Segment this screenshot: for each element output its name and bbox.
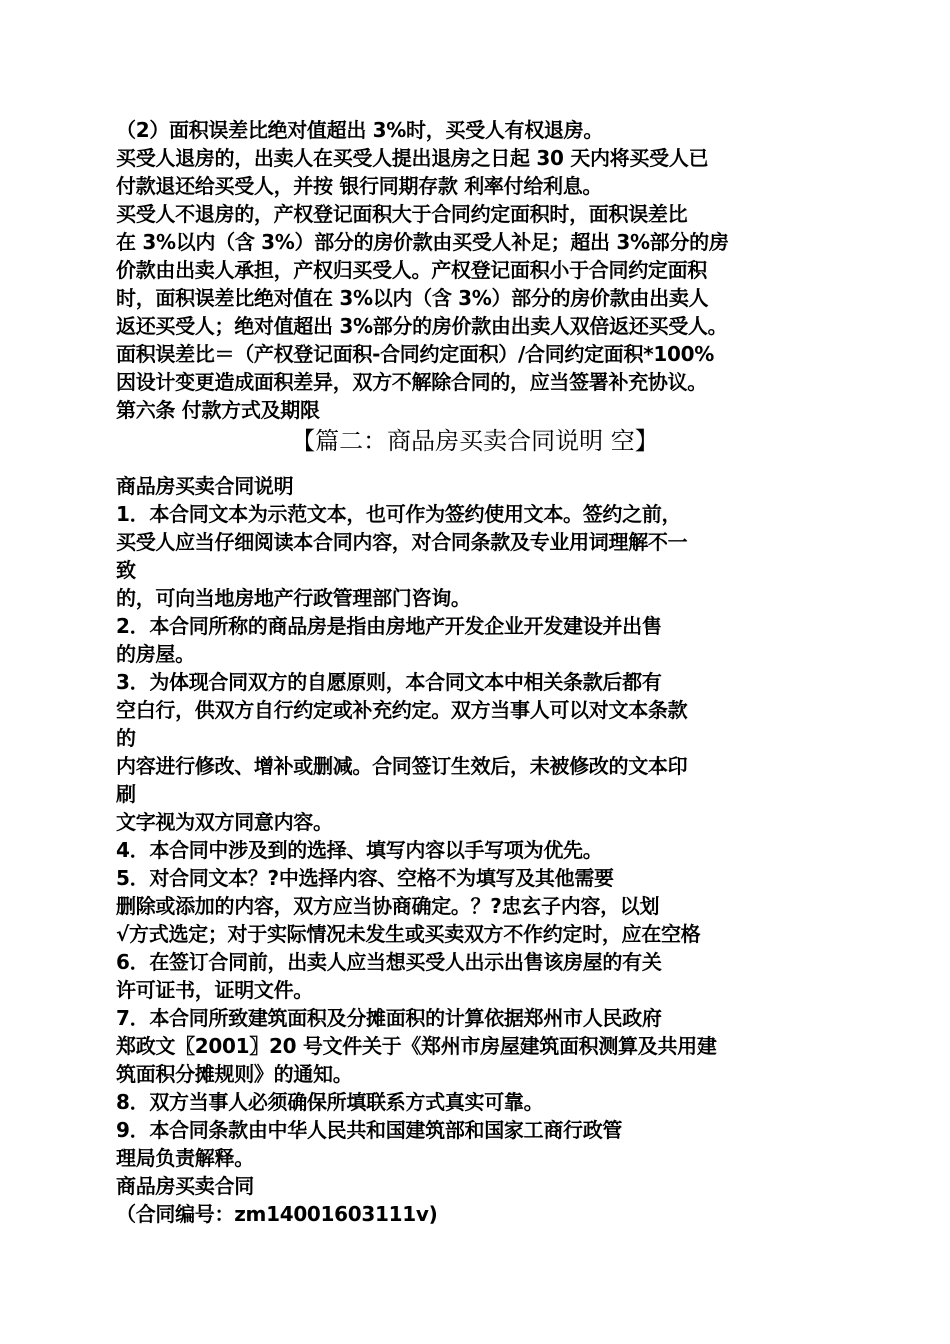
contract-title: 商品房买卖合同 <box>116 1174 254 1198</box>
text-line: （2）面积误差比绝对值超出 3%时，买受人有权退房。 <box>116 118 604 142</box>
text-line: 付款退还给买受人，并按 银行同期存款 利率付给利息。 <box>116 174 603 198</box>
section-heading: 【篇二：商品房买卖合同说明 空】 <box>291 427 659 455</box>
text-line: 在 3%以内（含 3%）部分的房价款由买受人补足；超出 3%部分的房 <box>116 230 729 254</box>
text-line: 返还买受人；绝对值超出 3%部分的房价款由出卖人双倍返还买受人。 <box>116 314 728 338</box>
text-line: 3．为体现合同双方的自愿原则，本合同文本中相关条款后都有 <box>116 670 662 694</box>
doc-subtitle: 商品房买卖合同说明 <box>116 474 294 498</box>
text-line: 4．本合同中涉及到的选择、填写内容以手写项为优先。 <box>116 838 603 862</box>
text-line: 许可证书，证明文件。 <box>116 978 313 1002</box>
text-line: 面积误差比＝（产权登记面积-合同约定面积）/合同约定面积*100% <box>116 342 714 366</box>
text-line: 8．双方当事人必须确保所填联系方式真实可靠。 <box>116 1090 544 1114</box>
text-line: 6．在签订合同前，出卖人应当想买受人出示出售该房屋的有关 <box>116 950 662 974</box>
text-line: 空白行，供双方自行约定或补充约定。双方当事人可以对文本条款 <box>116 698 688 722</box>
text-line: 的，可向当地房地产行政管理部门咨询。 <box>116 586 471 610</box>
text-line: 2．本合同所称的商品房是指由房地产开发企业开发建设并出售 <box>116 614 662 638</box>
text-line: 买受人不退房的，产权登记面积大于合同约定面积时，面积误差比 <box>116 202 688 226</box>
text-line: √方式选定；对于实际情况未发生或买卖双方不作约定时，应在空格 <box>116 922 701 946</box>
text-line: 郑政文〖2001〗20 号文件关于《郑州市房屋建筑面积测算及共用建 <box>116 1034 717 1058</box>
text-line: 因设计变更造成面积差异，双方不解除合同的，应当签署补充协议。 <box>116 370 707 394</box>
contract-number: （合同编号：zm14001603111v) <box>116 1202 438 1226</box>
text-line: 7．本合同所致建筑面积及分摊面积的计算依据郑州市人民政府 <box>116 1006 662 1030</box>
text-line: 5．对合同文本？?中选择内容、空格不为填写及其他需要 <box>116 866 614 890</box>
text-line: 价款由出卖人承担，产权归买受人。产权登记面积小于合同约定面积 <box>116 258 707 282</box>
text-line: 买受人退房的，出卖人在买受人提出退房之日起 30 天内将买受人已 <box>116 146 709 170</box>
text-line: 刷 <box>116 782 136 806</box>
text-line: 文字视为双方同意内容。 <box>116 810 333 834</box>
text-line: 9．本合同条款由中华人民共和国建筑部和国家工商行政管 <box>116 1118 623 1142</box>
text-line: 理局负责解释。 <box>116 1146 254 1170</box>
text-line: 筑面积分摊规则》的通知。 <box>116 1062 353 1086</box>
text-line: 内容进行修改、增补或删减。合同签订生效后，未被修改的文本印 <box>116 754 688 778</box>
text-line: 买受人应当仔细阅读本合同内容，对合同条款及专业用词理解不一 <box>116 530 688 554</box>
text-line: 的房屋。 <box>116 642 195 666</box>
text-line: 删除或添加的内容，双方应当协商确定。？?忠玄子内容，以划 <box>116 894 660 918</box>
text-line: 致 <box>116 558 136 582</box>
article-title: 第六条 付款方式及期限 <box>116 398 320 422</box>
text-line: 1．本合同文本为示范文本，也可作为签约使用文本。签约之前， <box>116 502 682 526</box>
text-line: 时，面积误差比绝对值在 3%以内（含 3%）部分的房价款由出卖人 <box>116 286 709 310</box>
text-line: 的 <box>116 726 136 750</box>
